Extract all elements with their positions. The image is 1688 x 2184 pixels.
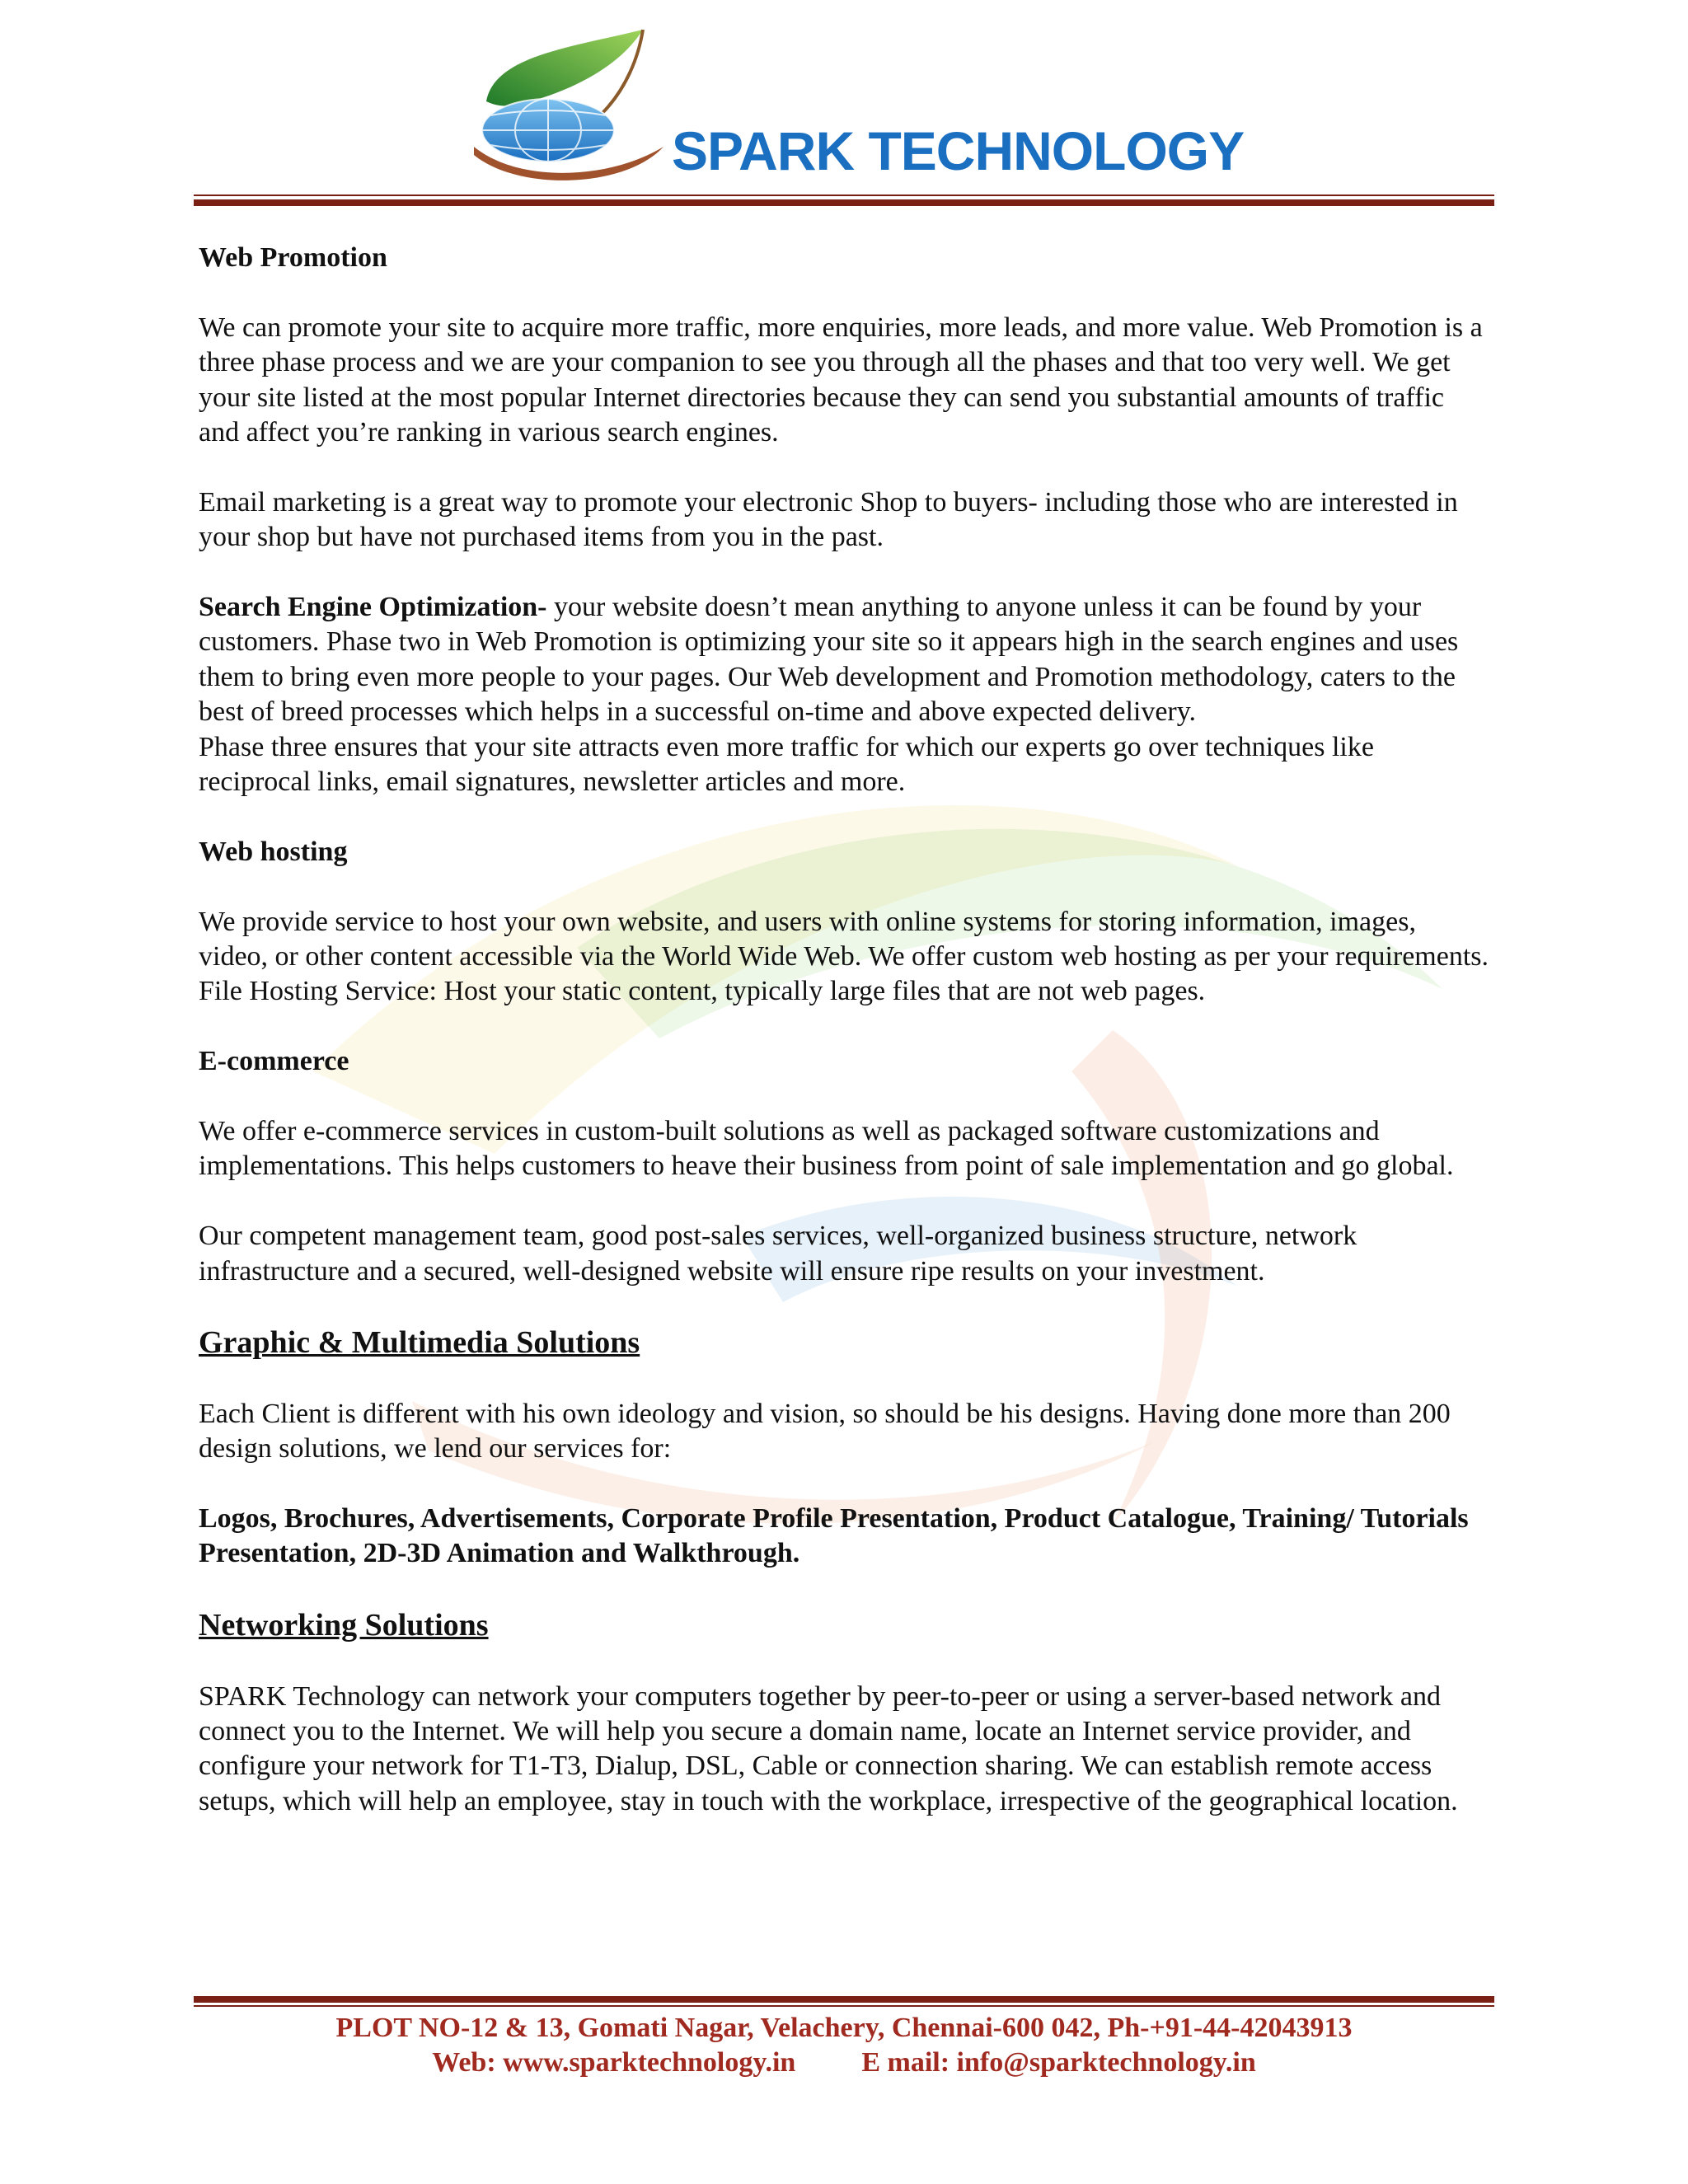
paragraph: We provide service to host your own website, and users with online systems for storing information, images, video, or other content accessible via the World Wide Web. We offer custom web hosting as per your requirements. File Hosting Service: Host your static content, typically large files that are not web pages. [199, 906, 1489, 1007]
paragraph: Email marketing is a great way to promote your electronic Shop to buyers- including those who are interested in your shop but have not purchased items from you in the past. [199, 486, 1458, 553]
footer-web-link[interactable]: Web: www.sparktechnology.in [432, 2047, 796, 2078]
seo-label: Search Engine Optimization- [199, 592, 547, 623]
heading-graphic-multimedia: Graphic & Multimedia Solutions [199, 1325, 640, 1361]
footer-contact [194, 2011, 1494, 2080]
paragraph: We offer e-commerce services in custom-built solutions as well as packaged software customizations and implementations. This helps customers to heave their business from point of sale implementation and go global. [199, 1116, 1454, 1182]
company-name: SPARK TECHNOLOGY [672, 120, 1245, 181]
footer-divider-thick [194, 1996, 1494, 2003]
leaf-globe-logo [470, 23, 668, 188]
paragraph: Phase three ensures that your site attracts even more traffic for which our experts go over techniques like reciprocal links, email signatures, newsletter articles and more. [199, 731, 1374, 798]
heading-networking: Networking Solutions [199, 1608, 489, 1643]
paragraph: SPARK Technology can network your computers together by peer-to-peer or using a server-based network and connect you to the Internet. We will help you secure a domain name, locate an Internet service provider, and configure your network for T1-T3, Dialup, DSL, Cable or connection sharing. We can establish remote access setups, which will help an employee, stay in touch with the workplace, irrespective of the geographical location. [199, 1680, 1458, 1816]
services-list: Logos, Brochures, Advertisements, Corporate Profile Presentation, Product Catalogue, Training/ Tutorials Presentation, 2D-3D Animation and Walkthrough. [199, 1503, 1469, 1569]
seo-text: your website doesn’t mean anything to anyone unless it can be found by your customers. Phase two in Web Promotion is optimizing your site so it appears high in the search engines and uses them to bring even more people to your pages. Our Web development and Promotion methodology, caters to the best of breed processes which helps in a successful on-time and above expected delivery. [199, 592, 1459, 728]
paragraph-seo [199, 590, 1489, 730]
heading-web-promotion: Web Promotion [199, 242, 387, 273]
footer-divider-thin [194, 2005, 1494, 2007]
paragraph: We can promote your site to acquire more traffic, more enquiries, more leads, and more value. Web Promotion is a three phase process and we are your companion to see you through all the phases and that too very well. We get your site listed at the most popular Internet directories because they can send you substantial amounts of traffic and affect you’re ranking in various search engines. [199, 312, 1483, 448]
header-divider-thick [194, 199, 1494, 206]
footer-contact-line [194, 2046, 1494, 2080]
footer-address: PLOT NO-12 & 13, Gomati Nagar, Velachery, Chennai-600 042, Ph-+91-44-42043913 [335, 2013, 1353, 2043]
header-divider-thin [194, 194, 1494, 196]
heading-web-hosting: Web hosting [199, 836, 348, 867]
paragraph: Each Client is different with his own ideology and vision, so should be his designs. Having done more than 200 design solutions, we lend our services for: [199, 1398, 1451, 1465]
heading-ecommerce: E-commerce [199, 1046, 349, 1077]
document-body [199, 241, 1489, 1854]
paragraph: Our competent management team, good post-sales services, well-organized business structure, network infrastructure and a secured, well-designed website will ensure ripe results on your investment. [199, 1221, 1357, 1286]
footer-email-link[interactable]: E mail: info@sparktechnology.in [861, 2047, 1256, 2078]
